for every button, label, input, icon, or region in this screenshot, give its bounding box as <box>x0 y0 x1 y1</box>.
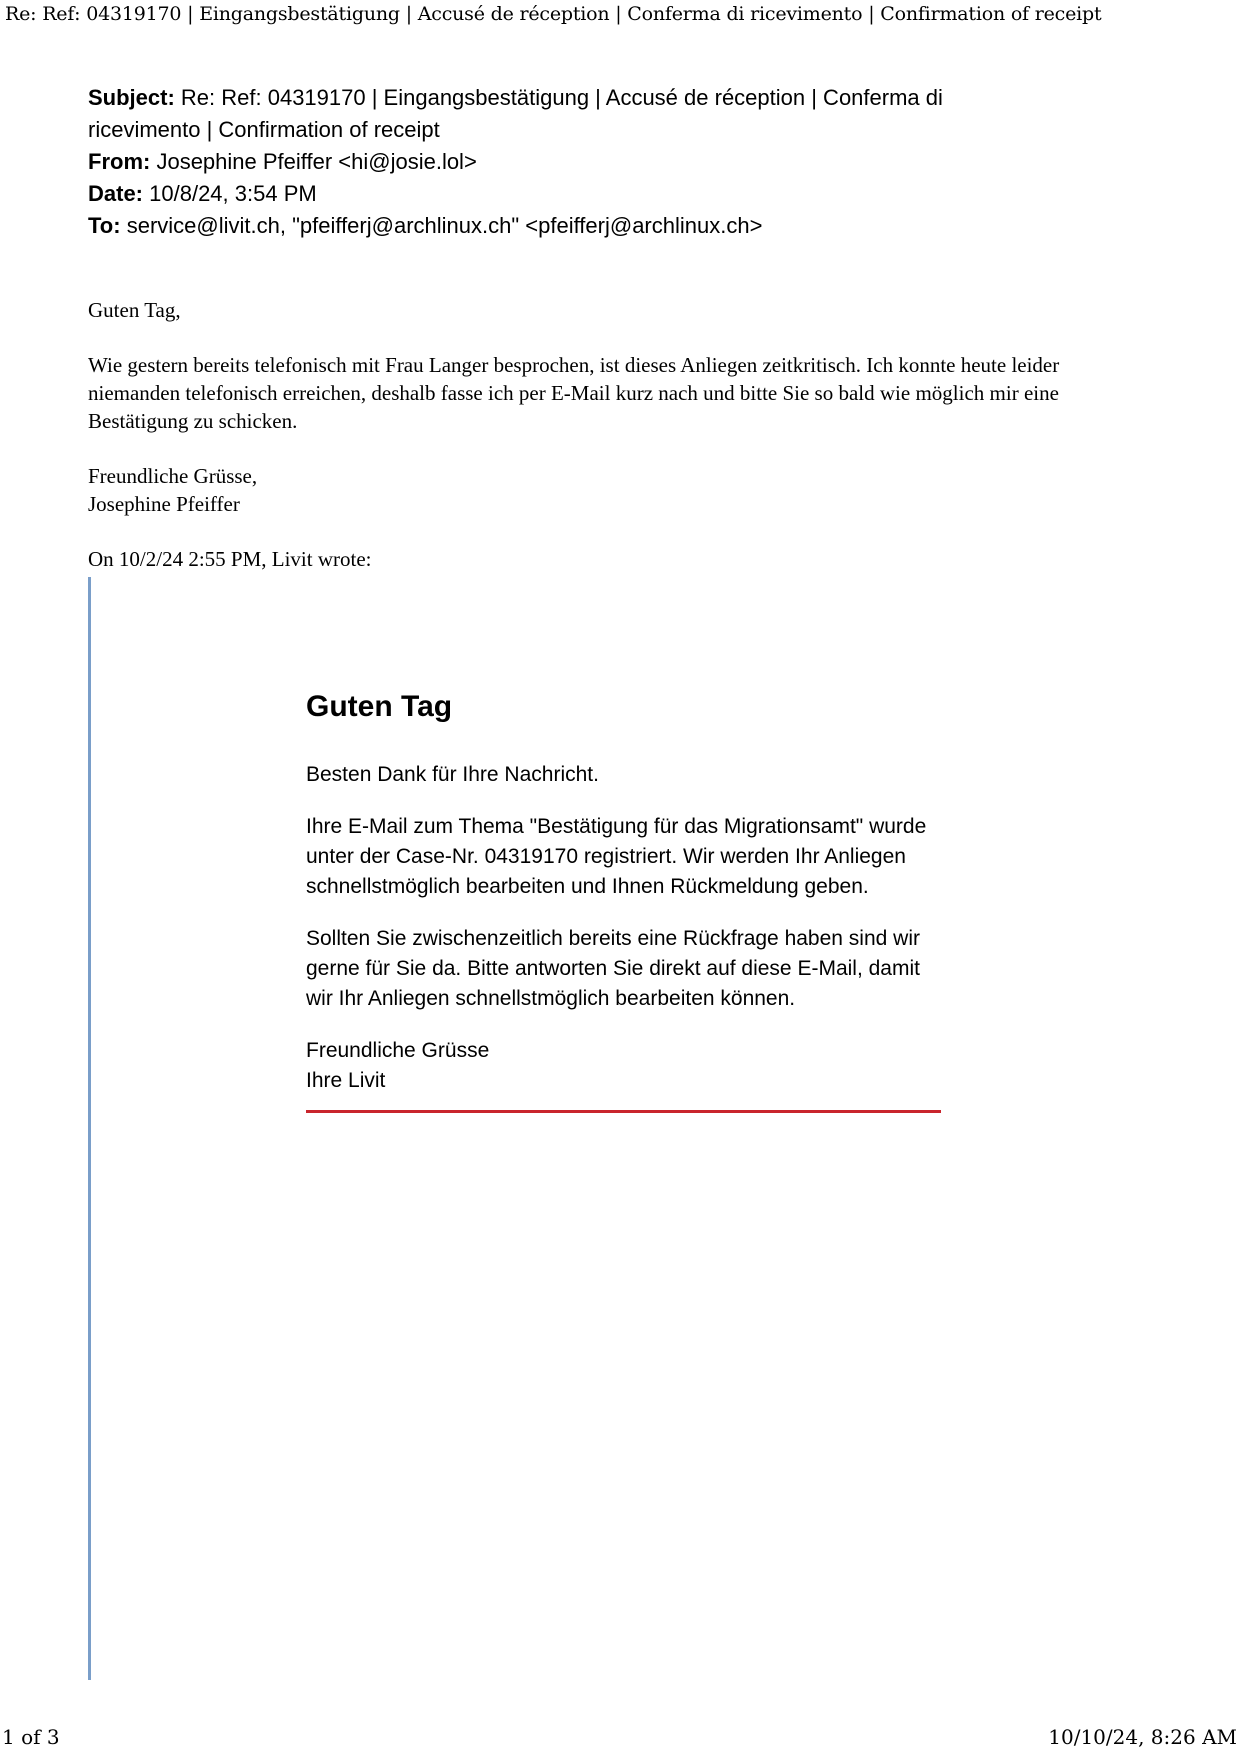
print-header-title: Re: Ref: 04319170 | Eingangsbestätigung | Accusé de réception | Conferma di ricevimento | Confirmation of receipt <box>5 3 1102 25</box>
from-value: Josephine Pfeiffer <hi@josie.lol> <box>156 149 477 174</box>
quoted-email-blockquote <box>88 577 1242 1680</box>
to-label: To: <box>88 213 121 238</box>
print-timestamp: 10/10/24, 8:26 AM <box>1048 1725 1237 1749</box>
date-line <box>88 178 958 210</box>
reply-greeting: Guten Tag, <box>88 298 181 322</box>
quoted-paragraph: Sollten Sie zwischenzeitlich bereits eine Rückfrage haben sind wir gerne für Sie da. Bitte antworten Sie direkt auf diese E-Mail, damit wir Ihr Anliegen schnellstmöglich bearbeiten können. <box>306 927 920 1010</box>
subject-value: Re: Ref: 04319170 | Eingangsbestätigung | Accusé de réception | Conferma di ricevimento | Confirmation of receipt <box>88 85 943 142</box>
quote-intro-line: On 10/2/24 2:55 PM, Livit wrote: <box>88 547 372 571</box>
signature-divider <box>306 1110 941 1113</box>
from-label: From: <box>88 149 151 174</box>
quoted-paragraph: Ihre E-Mail zum Thema "Bestätigung für das Migrationsamt" wurde unter der Case-Nr. 04319170 registriert. Wir werden Ihr Anliegen schnellstmöglich bearbeiten und Ihnen Rückmeldung geben. <box>306 815 927 898</box>
reply-signature: Josephine Pfeiffer <box>88 492 240 516</box>
reply-closing: Freundliche Grüsse, <box>88 464 258 488</box>
quoted-paragraph: Besten Dank für Ihre Nachricht. <box>306 763 599 786</box>
quoted-email-content <box>306 577 941 1113</box>
quoted-closing: Freundliche Grüsse <box>306 1039 490 1062</box>
email-header-block <box>88 82 958 242</box>
quoted-email-heading: Guten Tag <box>306 690 453 723</box>
to-line <box>88 210 958 242</box>
from-line <box>88 146 958 178</box>
date-value: 10/8/24, 3:54 PM <box>149 181 317 206</box>
reply-message-body <box>88 296 1143 573</box>
subject-line <box>88 82 958 146</box>
page-number: 1 of 3 <box>2 1725 60 1749</box>
quoted-signature: Ihre Livit <box>306 1069 386 1092</box>
date-label: Date: <box>88 181 144 206</box>
subject-label: Subject: <box>88 85 175 110</box>
to-value: service@livit.ch, "pfeifferj@archlinux.ch" <pfeifferj@archlinux.ch> <box>126 213 763 238</box>
reply-paragraph: Wie gestern bereits telefonisch mit Frau Langer besprochen, ist dieses Anliegen zeitkritisch. Ich konnte heute leider niemanden telefonisch erreichen, deshalb fasse ich per E-Mail kurz nach und bitte Sie so bald wie möglich mir eine Bestätigung zu schicken. <box>88 353 1060 433</box>
